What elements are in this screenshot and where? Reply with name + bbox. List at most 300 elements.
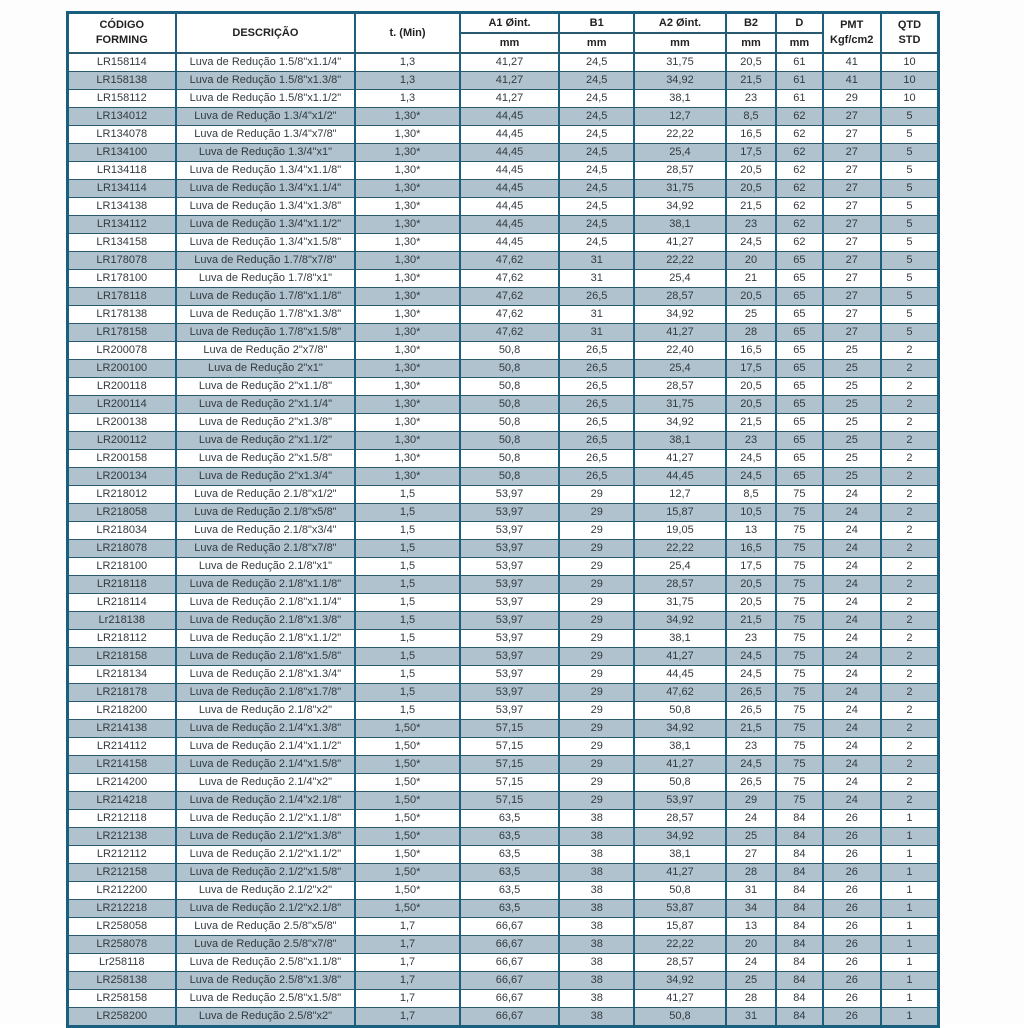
cell-b2: 17,5 (726, 360, 777, 378)
table-body (68, 53, 939, 1027)
cell-qtd: 2 (881, 450, 939, 468)
cell-b1: 24,5 (559, 180, 634, 198)
cell-qtd: 5 (881, 270, 939, 288)
cell-descricao: Luva de Redução 2"x1" (176, 360, 356, 378)
cell-codigo: LR200134 (68, 468, 176, 486)
cell-t: 1,5 (355, 684, 460, 702)
cell-pmt: 24 (823, 612, 881, 630)
cell-codigo: LR134158 (68, 234, 176, 252)
cell-pmt: 27 (823, 306, 881, 324)
cell-qtd: 5 (881, 108, 939, 126)
cell-qtd: 2 (881, 378, 939, 396)
cell-descricao: Luva de Redução 1.3/4"x1.1/8" (176, 162, 356, 180)
cell-pmt: 24 (823, 756, 881, 774)
column-header-qtd: QTD STD (881, 13, 939, 54)
cell-qtd: 2 (881, 720, 939, 738)
cell-pmt: 25 (823, 378, 881, 396)
table-row (68, 594, 939, 612)
cell-d: 75 (776, 774, 822, 792)
cell-pmt: 26 (823, 918, 881, 936)
table-row (68, 342, 939, 360)
cell-descricao: Luva de Redução 2.5/8"x5/8" (176, 918, 356, 936)
cell-a2: 53,87 (634, 900, 726, 918)
cell-codigo: LR178118 (68, 288, 176, 306)
cell-a2: 34,92 (634, 414, 726, 432)
column-header-descricao: DESCRIÇÃO (176, 13, 356, 54)
cell-b2: 20,5 (726, 288, 777, 306)
cell-qtd: 2 (881, 702, 939, 720)
column-subheader-d: mm (776, 33, 822, 53)
cell-a2: 31,75 (634, 396, 726, 414)
cell-b2: 21,5 (726, 720, 777, 738)
cell-codigo: LR134100 (68, 144, 176, 162)
cell-d: 75 (776, 648, 822, 666)
cell-a2: 15,87 (634, 918, 726, 936)
cell-codigo: LR214138 (68, 720, 176, 738)
cell-b1: 29 (559, 702, 634, 720)
cell-t: 1,50* (355, 756, 460, 774)
cell-descricao: Luva de Redução 2.1/8"x1" (176, 558, 356, 576)
cell-codigo: LR218114 (68, 594, 176, 612)
cell-t: 1,7 (355, 936, 460, 954)
cell-descricao: Luva de Redução 2.1/4"x1.1/2" (176, 738, 356, 756)
table-row (68, 738, 939, 756)
cell-a2: 25,4 (634, 558, 726, 576)
cell-t: 1,5 (355, 648, 460, 666)
cell-codigo: LR200118 (68, 378, 176, 396)
cell-qtd: 1 (881, 828, 939, 846)
cell-codigo: LR158138 (68, 72, 176, 90)
cell-b1: 24,5 (559, 126, 634, 144)
cell-b1: 26,5 (559, 378, 634, 396)
cell-codigo: LR200114 (68, 396, 176, 414)
cell-d: 75 (776, 594, 822, 612)
cell-a2: 34,92 (634, 972, 726, 990)
cell-codigo: LR178100 (68, 270, 176, 288)
column-subheader-a2: mm (634, 33, 726, 53)
cell-t: 1,30* (355, 126, 460, 144)
cell-a1: 50,8 (460, 450, 559, 468)
cell-descricao: Luva de Redução 2.1/8"x1.3/8" (176, 612, 356, 630)
cell-a1: 66,67 (460, 972, 559, 990)
cell-t: 1,30* (355, 324, 460, 342)
cell-b2: 24,5 (726, 756, 777, 774)
table-row (68, 306, 939, 324)
cell-a1: 41,27 (460, 53, 559, 72)
cell-b1: 29 (559, 594, 634, 612)
cell-b1: 24,5 (559, 72, 634, 90)
cell-qtd: 2 (881, 486, 939, 504)
cell-b2: 13 (726, 522, 777, 540)
cell-qtd: 5 (881, 288, 939, 306)
cell-b1: 29 (559, 540, 634, 558)
cell-descricao: Luva de Redução 2.1/8"x1.1/2" (176, 630, 356, 648)
cell-b1: 38 (559, 990, 634, 1008)
table-row (68, 396, 939, 414)
cell-descricao: Luva de Redução 2.1/4"x1.3/8" (176, 720, 356, 738)
cell-t: 1,3 (355, 72, 460, 90)
table-row (68, 108, 939, 126)
cell-t: 1,30* (355, 468, 460, 486)
cell-codigo: LR258200 (68, 1008, 176, 1027)
cell-a1: 50,8 (460, 378, 559, 396)
cell-pmt: 41 (823, 72, 881, 90)
cell-a2: 47,62 (634, 684, 726, 702)
cell-pmt: 24 (823, 594, 881, 612)
cell-qtd: 2 (881, 774, 939, 792)
cell-pmt: 25 (823, 432, 881, 450)
cell-b2: 17,5 (726, 558, 777, 576)
cell-pmt: 27 (823, 144, 881, 162)
cell-codigo: LR218012 (68, 486, 176, 504)
cell-t: 1,7 (355, 954, 460, 972)
cell-b2: 31 (726, 1008, 777, 1027)
cell-a1: 53,97 (460, 702, 559, 720)
cell-qtd: 2 (881, 684, 939, 702)
cell-t: 1,30* (355, 162, 460, 180)
table-row (68, 270, 939, 288)
cell-a1: 53,97 (460, 666, 559, 684)
table-row (68, 918, 939, 936)
cell-descricao: Luva de Redução 2.1/2"x2" (176, 882, 356, 900)
cell-descricao: Luva de Redução 2.1/8"x7/8" (176, 540, 356, 558)
cell-descricao: Luva de Redução 2.1/8"x1.3/4" (176, 666, 356, 684)
cell-t: 1,3 (355, 53, 460, 72)
cell-a1: 53,97 (460, 648, 559, 666)
cell-d: 75 (776, 522, 822, 540)
cell-a2: 31,75 (634, 53, 726, 72)
cell-qtd: 10 (881, 90, 939, 108)
cell-d: 84 (776, 882, 822, 900)
cell-t: 1,30* (355, 288, 460, 306)
cell-a2: 41,27 (634, 990, 726, 1008)
cell-d: 75 (776, 720, 822, 738)
column-subheader-b1: mm (559, 33, 634, 53)
cell-pmt: 25 (823, 414, 881, 432)
cell-codigo: LR214158 (68, 756, 176, 774)
cell-d: 84 (776, 810, 822, 828)
cell-descricao: Luva de Redução 2"x1.5/8" (176, 450, 356, 468)
table-row (68, 630, 939, 648)
cell-b1: 29 (559, 684, 634, 702)
column-header-a1: A1 Øint. (460, 13, 559, 34)
cell-a1: 50,8 (460, 432, 559, 450)
cell-b1: 29 (559, 522, 634, 540)
table-row (68, 990, 939, 1008)
table-row (68, 162, 939, 180)
cell-a1: 50,8 (460, 396, 559, 414)
cell-a1: 50,8 (460, 360, 559, 378)
cell-a1: 63,5 (460, 810, 559, 828)
cell-b2: 20,5 (726, 396, 777, 414)
cell-a2: 38,1 (634, 432, 726, 450)
cell-qtd: 2 (881, 792, 939, 810)
cell-b2: 10,5 (726, 504, 777, 522)
cell-d: 61 (776, 72, 822, 90)
cell-qtd: 1 (881, 882, 939, 900)
cell-codigo: LR212138 (68, 828, 176, 846)
cell-a2: 28,57 (634, 954, 726, 972)
cell-b1: 31 (559, 252, 634, 270)
cell-d: 62 (776, 108, 822, 126)
cell-qtd: 2 (881, 504, 939, 522)
cell-a2: 12,7 (634, 486, 726, 504)
cell-d: 65 (776, 450, 822, 468)
table-row (68, 252, 939, 270)
cell-d: 65 (776, 414, 822, 432)
table-row (68, 234, 939, 252)
cell-pmt: 24 (823, 774, 881, 792)
cell-a2: 22,22 (634, 126, 726, 144)
cell-b1: 29 (559, 756, 634, 774)
cell-b1: 29 (559, 558, 634, 576)
cell-descricao: Luva de Redução 2.1/8"x3/4" (176, 522, 356, 540)
cell-a2: 44,45 (634, 666, 726, 684)
cell-a1: 47,62 (460, 306, 559, 324)
table-row (68, 666, 939, 684)
cell-a1: 50,8 (460, 342, 559, 360)
table-row (68, 936, 939, 954)
cell-descricao: Luva de Redução 2.1/8"x1.1/4" (176, 594, 356, 612)
table-row (68, 126, 939, 144)
cell-pmt: 24 (823, 504, 881, 522)
cell-b2: 27 (726, 846, 777, 864)
cell-a2: 25,4 (634, 270, 726, 288)
cell-a1: 47,62 (460, 288, 559, 306)
cell-codigo: LR200112 (68, 432, 176, 450)
cell-b1: 29 (559, 576, 634, 594)
cell-pmt: 27 (823, 162, 881, 180)
cell-pmt: 25 (823, 450, 881, 468)
cell-pmt: 25 (823, 360, 881, 378)
cell-descricao: Luva de Redução 2.1/2"x2.1/8" (176, 900, 356, 918)
cell-pmt: 24 (823, 540, 881, 558)
cell-a1: 44,45 (460, 144, 559, 162)
cell-a1: 66,67 (460, 954, 559, 972)
cell-a2: 50,8 (634, 774, 726, 792)
cell-a2: 22,22 (634, 936, 726, 954)
cell-qtd: 2 (881, 342, 939, 360)
table-header (68, 13, 939, 54)
cell-a2: 34,92 (634, 612, 726, 630)
cell-t: 1,30* (355, 144, 460, 162)
cell-codigo: LR212112 (68, 846, 176, 864)
cell-qtd: 5 (881, 234, 939, 252)
cell-descricao: Luva de Redução 1.5/8"x1.1/4" (176, 53, 356, 72)
cell-b2: 24 (726, 810, 777, 828)
cell-pmt: 24 (823, 558, 881, 576)
cell-a2: 34,92 (634, 720, 726, 738)
cell-a1: 53,97 (460, 576, 559, 594)
column-header-codigo: CÓDIGO FORMING (68, 13, 176, 54)
cell-a1: 50,8 (460, 414, 559, 432)
cell-pmt: 25 (823, 342, 881, 360)
cell-codigo: LR218112 (68, 630, 176, 648)
cell-t: 1,50* (355, 792, 460, 810)
cell-d: 84 (776, 936, 822, 954)
cell-b1: 38 (559, 864, 634, 882)
cell-t: 1,50* (355, 774, 460, 792)
cell-codigo: LR200138 (68, 414, 176, 432)
cell-codigo: LR258158 (68, 990, 176, 1008)
cell-d: 75 (776, 558, 822, 576)
cell-a2: 50,8 (634, 1008, 726, 1027)
table-row (68, 378, 939, 396)
cell-b2: 8,5 (726, 486, 777, 504)
cell-b2: 24,5 (726, 450, 777, 468)
cell-t: 1,5 (355, 522, 460, 540)
cell-a1: 41,27 (460, 72, 559, 90)
cell-a1: 53,97 (460, 630, 559, 648)
cell-b1: 26,5 (559, 360, 634, 378)
table-row (68, 720, 939, 738)
cell-descricao: Luva de Redução 2.1/2"x1.1/8" (176, 810, 356, 828)
table-row (68, 522, 939, 540)
cell-b1: 31 (559, 270, 634, 288)
cell-b2: 28 (726, 324, 777, 342)
cell-a2: 34,92 (634, 72, 726, 90)
cell-pmt: 26 (823, 936, 881, 954)
cell-codigo: LR158114 (68, 53, 176, 72)
cell-d: 84 (776, 846, 822, 864)
cell-a2: 41,27 (634, 324, 726, 342)
cell-d: 75 (776, 630, 822, 648)
table-row (68, 324, 939, 342)
cell-b2: 17,5 (726, 144, 777, 162)
cell-d: 84 (776, 900, 822, 918)
cell-descricao: Luva de Redução 2.1/2"x1.5/8" (176, 864, 356, 882)
cell-descricao: Luva de Redução 1.3/4"x7/8" (176, 126, 356, 144)
cell-pmt: 25 (823, 396, 881, 414)
cell-a1: 47,62 (460, 324, 559, 342)
cell-a2: 44,45 (634, 468, 726, 486)
cell-d: 75 (776, 612, 822, 630)
cell-codigo: LR258058 (68, 918, 176, 936)
cell-a1: 63,5 (460, 864, 559, 882)
cell-descricao: Luva de Redução 1.7/8"x7/8" (176, 252, 356, 270)
cell-descricao: Luva de Redução 1.7/8"x1" (176, 270, 356, 288)
table-row (68, 360, 939, 378)
cell-descricao: Luva de Redução 1.7/8"x1.5/8" (176, 324, 356, 342)
cell-d: 75 (776, 756, 822, 774)
cell-a2: 25,4 (634, 360, 726, 378)
cell-pmt: 29 (823, 90, 881, 108)
cell-codigo: LR214200 (68, 774, 176, 792)
cell-codigo: LR158112 (68, 90, 176, 108)
cell-descricao: Luva de Redução 1.5/8"x1.1/2" (176, 90, 356, 108)
cell-a2: 12,7 (634, 108, 726, 126)
cell-d: 62 (776, 216, 822, 234)
cell-t: 1,30* (355, 360, 460, 378)
cell-codigo: LR214218 (68, 792, 176, 810)
cell-codigo: LR258078 (68, 936, 176, 954)
cell-d: 62 (776, 126, 822, 144)
cell-pmt: 24 (823, 738, 881, 756)
cell-b1: 26,5 (559, 396, 634, 414)
cell-d: 75 (776, 666, 822, 684)
cell-b1: 38 (559, 882, 634, 900)
cell-d: 62 (776, 144, 822, 162)
cell-pmt: 27 (823, 126, 881, 144)
cell-descricao: Luva de Redução 2.1/4"x1.5/8" (176, 756, 356, 774)
cell-t: 1,30* (355, 342, 460, 360)
cell-d: 84 (776, 990, 822, 1008)
cell-codigo: LR200100 (68, 360, 176, 378)
cell-qtd: 2 (881, 648, 939, 666)
table-row (68, 216, 939, 234)
cell-b2: 16,5 (726, 540, 777, 558)
cell-t: 1,30* (355, 252, 460, 270)
cell-b2: 24 (726, 954, 777, 972)
cell-a1: 66,67 (460, 918, 559, 936)
cell-b2: 23 (726, 432, 777, 450)
cell-qtd: 2 (881, 414, 939, 432)
cell-descricao: Luva de Redução 1.3/4"x1" (176, 144, 356, 162)
cell-t: 1,5 (355, 486, 460, 504)
cell-codigo: LR212118 (68, 810, 176, 828)
cell-d: 84 (776, 864, 822, 882)
cell-a1: 44,45 (460, 126, 559, 144)
table-row (68, 576, 939, 594)
cell-a1: 44,45 (460, 198, 559, 216)
cell-codigo: Lr218138 (68, 612, 176, 630)
cell-codigo: Lr258118 (68, 954, 176, 972)
cell-t: 1,5 (355, 504, 460, 522)
cell-codigo: LR134138 (68, 198, 176, 216)
cell-b2: 16,5 (726, 126, 777, 144)
cell-a1: 63,5 (460, 900, 559, 918)
cell-codigo: LR218034 (68, 522, 176, 540)
cell-b2: 24,5 (726, 234, 777, 252)
cell-b1: 26,5 (559, 450, 634, 468)
cell-qtd: 1 (881, 990, 939, 1008)
cell-a2: 31,75 (634, 180, 726, 198)
cell-a2: 22,40 (634, 342, 726, 360)
cell-b2: 34 (726, 900, 777, 918)
cell-d: 75 (776, 738, 822, 756)
cell-t: 1,30* (355, 396, 460, 414)
cell-a2: 41,27 (634, 648, 726, 666)
cell-descricao: Luva de Redução 1.3/4"x1.5/8" (176, 234, 356, 252)
cell-b1: 26,5 (559, 468, 634, 486)
cell-a1: 66,67 (460, 936, 559, 954)
cell-t: 1,5 (355, 576, 460, 594)
cell-pmt: 26 (823, 990, 881, 1008)
cell-a1: 63,5 (460, 846, 559, 864)
cell-descricao: Luva de Redução 2"x7/8" (176, 342, 356, 360)
table-row (68, 72, 939, 90)
cell-b2: 21,5 (726, 198, 777, 216)
cell-a2: 38,1 (634, 738, 726, 756)
cell-b1: 24,5 (559, 216, 634, 234)
cell-qtd: 10 (881, 53, 939, 72)
column-header-a2: A2 Øint. (634, 13, 726, 34)
cell-descricao: Luva de Redução 2.5/8"x1.3/8" (176, 972, 356, 990)
table-row (68, 414, 939, 432)
cell-a1: 53,97 (460, 522, 559, 540)
cell-b2: 21 (726, 270, 777, 288)
cell-pmt: 24 (823, 648, 881, 666)
cell-descricao: Luva de Redução 2"x1.3/4" (176, 468, 356, 486)
cell-d: 65 (776, 306, 822, 324)
cell-qtd: 1 (881, 936, 939, 954)
cell-b2: 25 (726, 972, 777, 990)
cell-codigo: LR200158 (68, 450, 176, 468)
cell-codigo: LR218134 (68, 666, 176, 684)
cell-t: 1,50* (355, 738, 460, 756)
cell-a1: 66,67 (460, 990, 559, 1008)
cell-qtd: 5 (881, 126, 939, 144)
